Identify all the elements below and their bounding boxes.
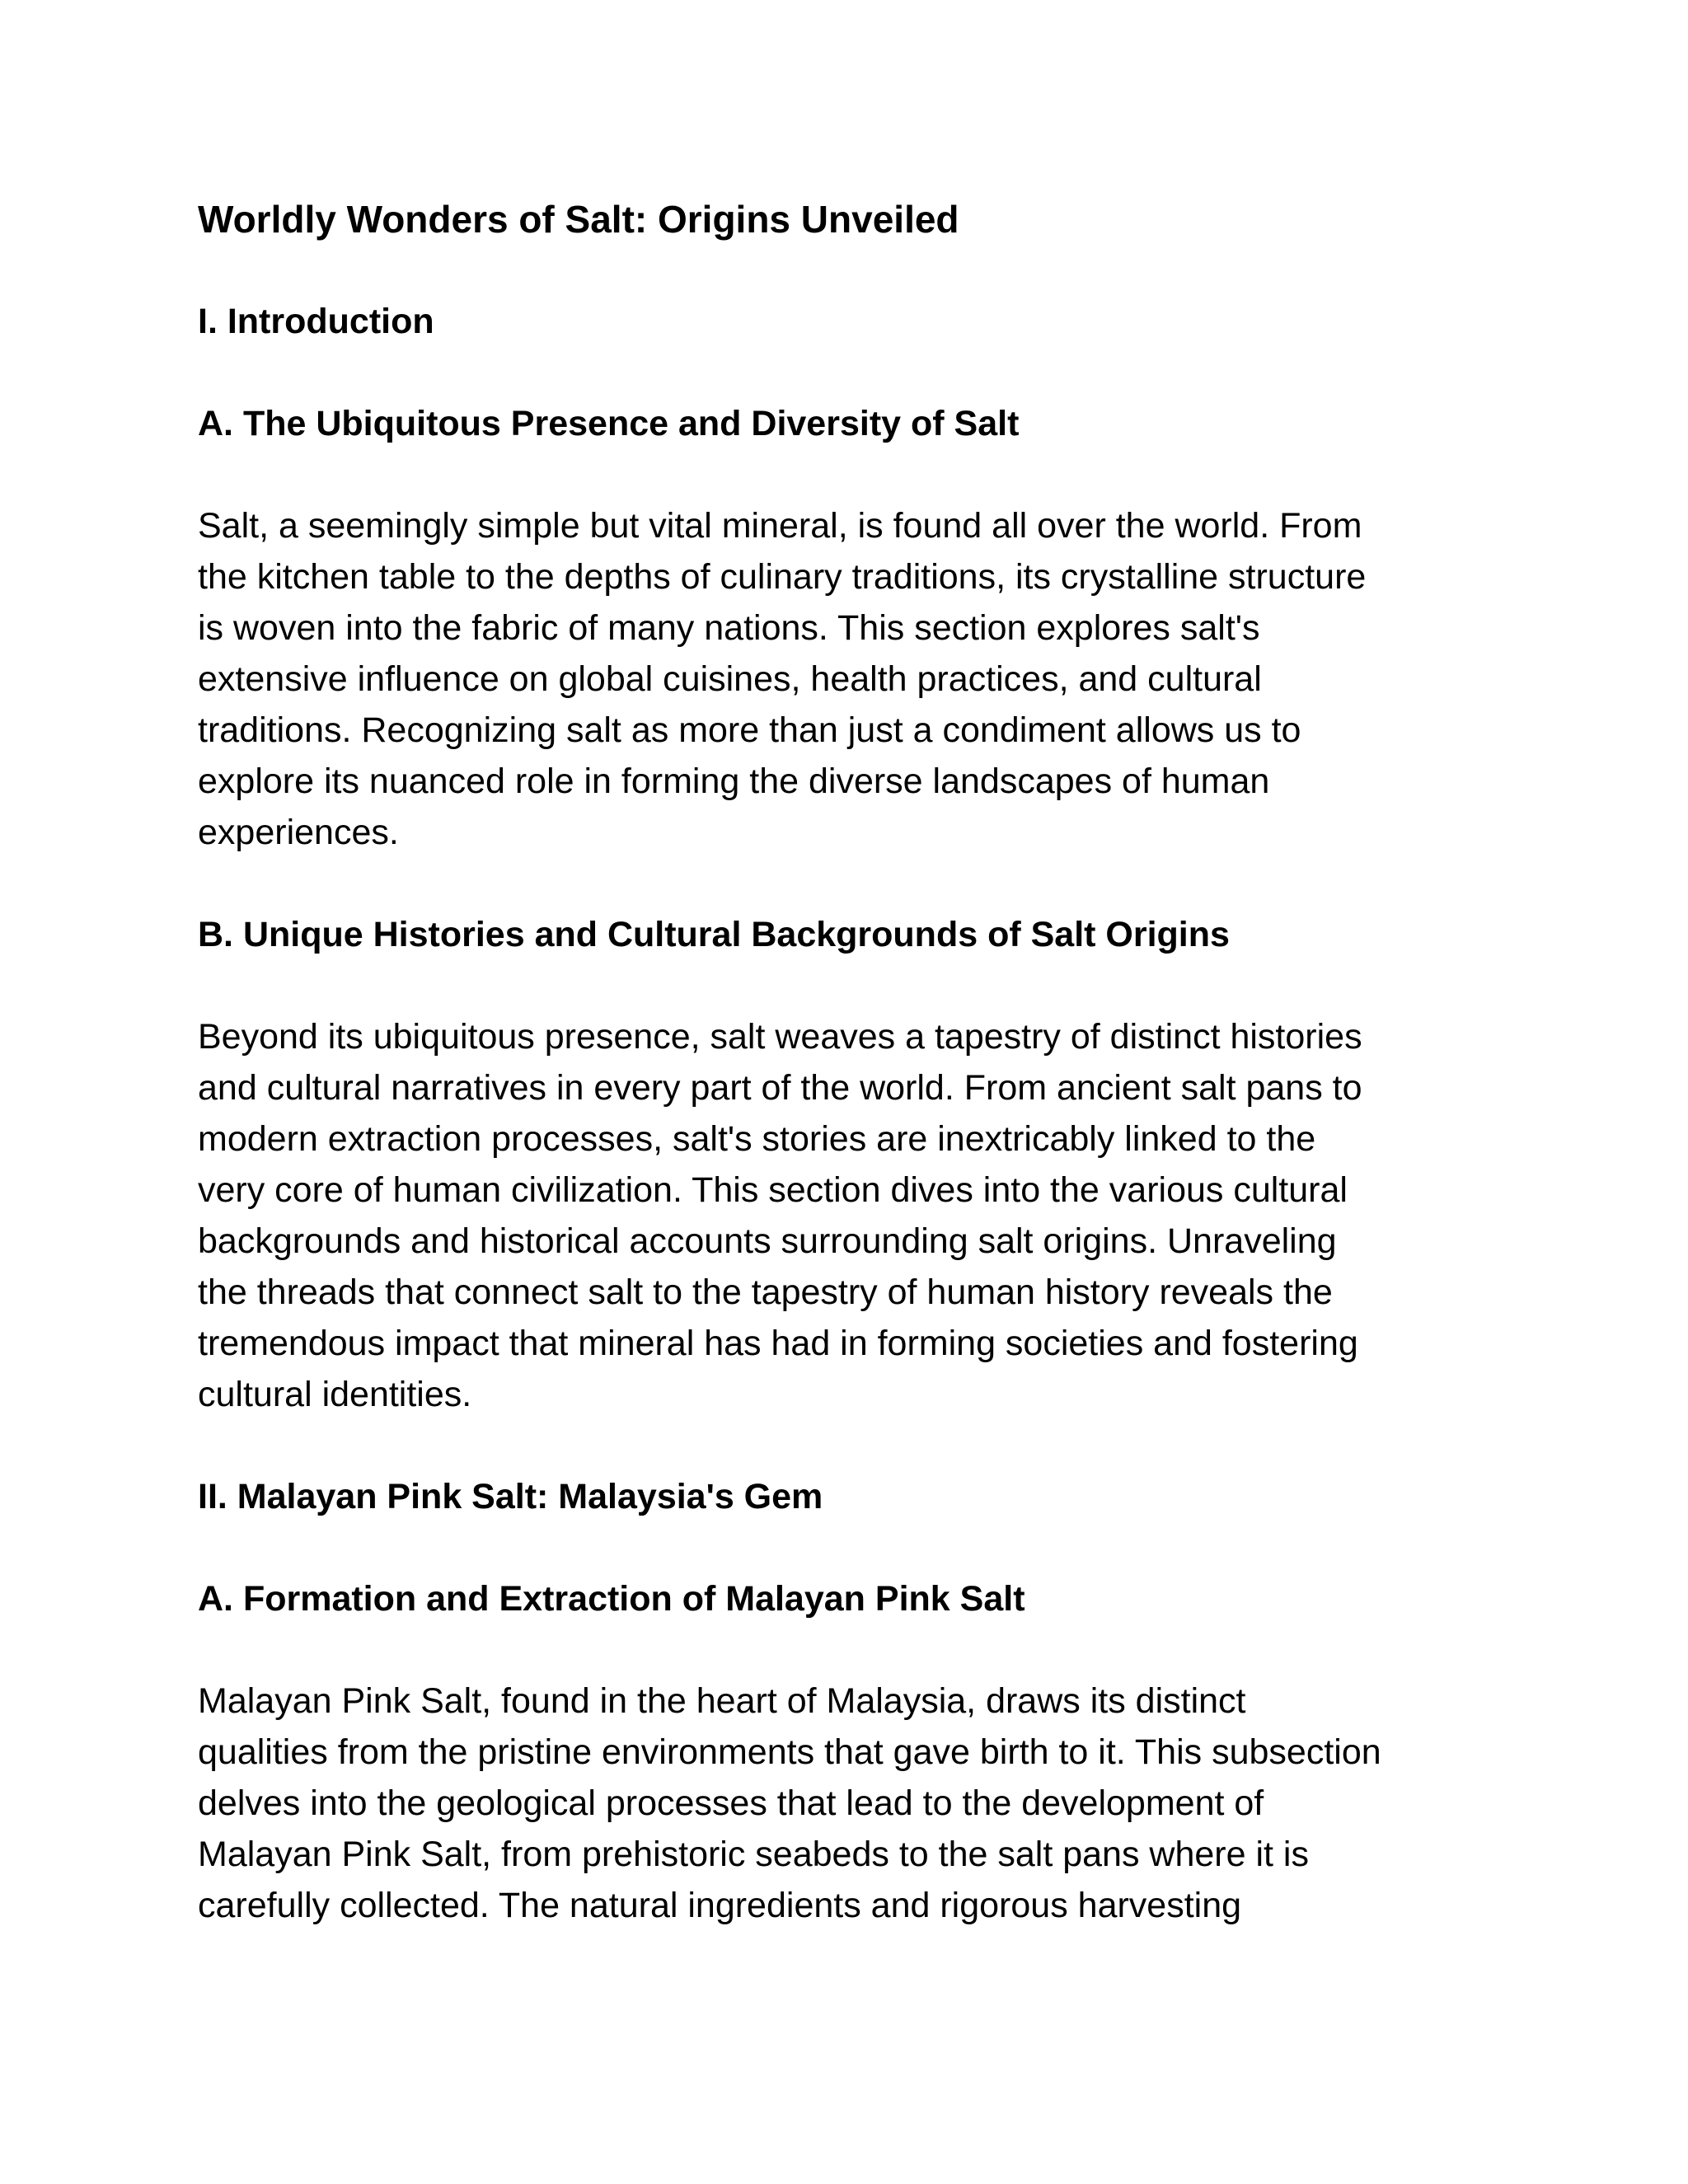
section-1a-heading: A. The Ubiquitous Presence and Diversity of Salt (198, 404, 1020, 443)
paragraph-line: traditions. Recognizing salt as more than just a condiment allows us to (198, 710, 1301, 750)
section-2-heading: II. Malayan Pink Salt: Malaysia's Gem (198, 1477, 823, 1516)
paragraph-line: and cultural narratives in every part of the world. From ancient salt pans to (198, 1068, 1362, 1108)
spacer (198, 1420, 1517, 1471)
paragraph-line: delves into the geological processes that lead to the development of (198, 1783, 1264, 1823)
paragraph-line: backgrounds and historical accounts surrounding salt origins. Unraveling (198, 1221, 1337, 1261)
paragraph-line: extensive influence on global cuisines, health practices, and cultural (198, 659, 1262, 699)
section-1a-paragraph (198, 500, 1517, 858)
document-body (198, 194, 1517, 1931)
paragraph-line: Malayan Pink Salt, from prehistoric seabeds to the salt pans where it is (198, 1835, 1309, 1874)
spacer (198, 347, 1517, 398)
paragraph-line: very core of human civilization. This section dives into the various cultural (198, 1170, 1348, 1210)
paragraph-line: Malayan Pink Salt, found in the heart of Malaysia, draws its distinct (198, 1681, 1246, 1721)
paragraph-line: tremendous impact that mineral has had in forming societies and fostering (198, 1324, 1358, 1363)
paragraph-line: modern extraction processes, salt's stories are inextricably linked to the (198, 1119, 1316, 1159)
spacer (198, 960, 1517, 1011)
paragraph-line: the threads that connect salt to the tapestry of human history reveals the (198, 1272, 1333, 1312)
paragraph-line: experiences. (198, 813, 399, 852)
paragraph-line: is woven into the fabric of many nations. This section explores salt's (198, 608, 1260, 648)
section-2a-heading: A. Formation and Extraction of Malayan Pink Salt (198, 1579, 1025, 1619)
section-2a-paragraph (198, 1675, 1517, 1931)
spacer (198, 449, 1517, 500)
paragraph-line: carefully collected. The natural ingredients and rigorous harvesting (198, 1886, 1242, 1925)
paragraph-line: Salt, a seemingly simple but vital mineral, is found all over the world. From (198, 506, 1362, 546)
section-1b-paragraph (198, 1011, 1517, 1420)
section-1-heading: I. Introduction (198, 302, 434, 341)
section-1b-heading: B. Unique Histories and Cultural Backgrounds of Salt Origins (198, 915, 1230, 954)
spacer (198, 1522, 1517, 1573)
paragraph-line: qualities from the pristine environments that gave birth to it. This subsection (198, 1732, 1381, 1772)
paragraph-line: Beyond its ubiquitous presence, salt weaves a tapestry of distinct histories (198, 1017, 1362, 1057)
paragraph-line: the kitchen table to the depths of culinary traditions, its crystalline structure (198, 557, 1367, 597)
paragraph-line: cultural identities. (198, 1375, 472, 1414)
spacer (198, 858, 1517, 909)
paragraph-line: explore its nuanced role in forming the diverse landscapes of human (198, 762, 1270, 801)
document-title: Worldly Wonders of Salt: Origins Unveiled (198, 198, 959, 241)
spacer (198, 1624, 1517, 1675)
spacer (198, 245, 1517, 296)
